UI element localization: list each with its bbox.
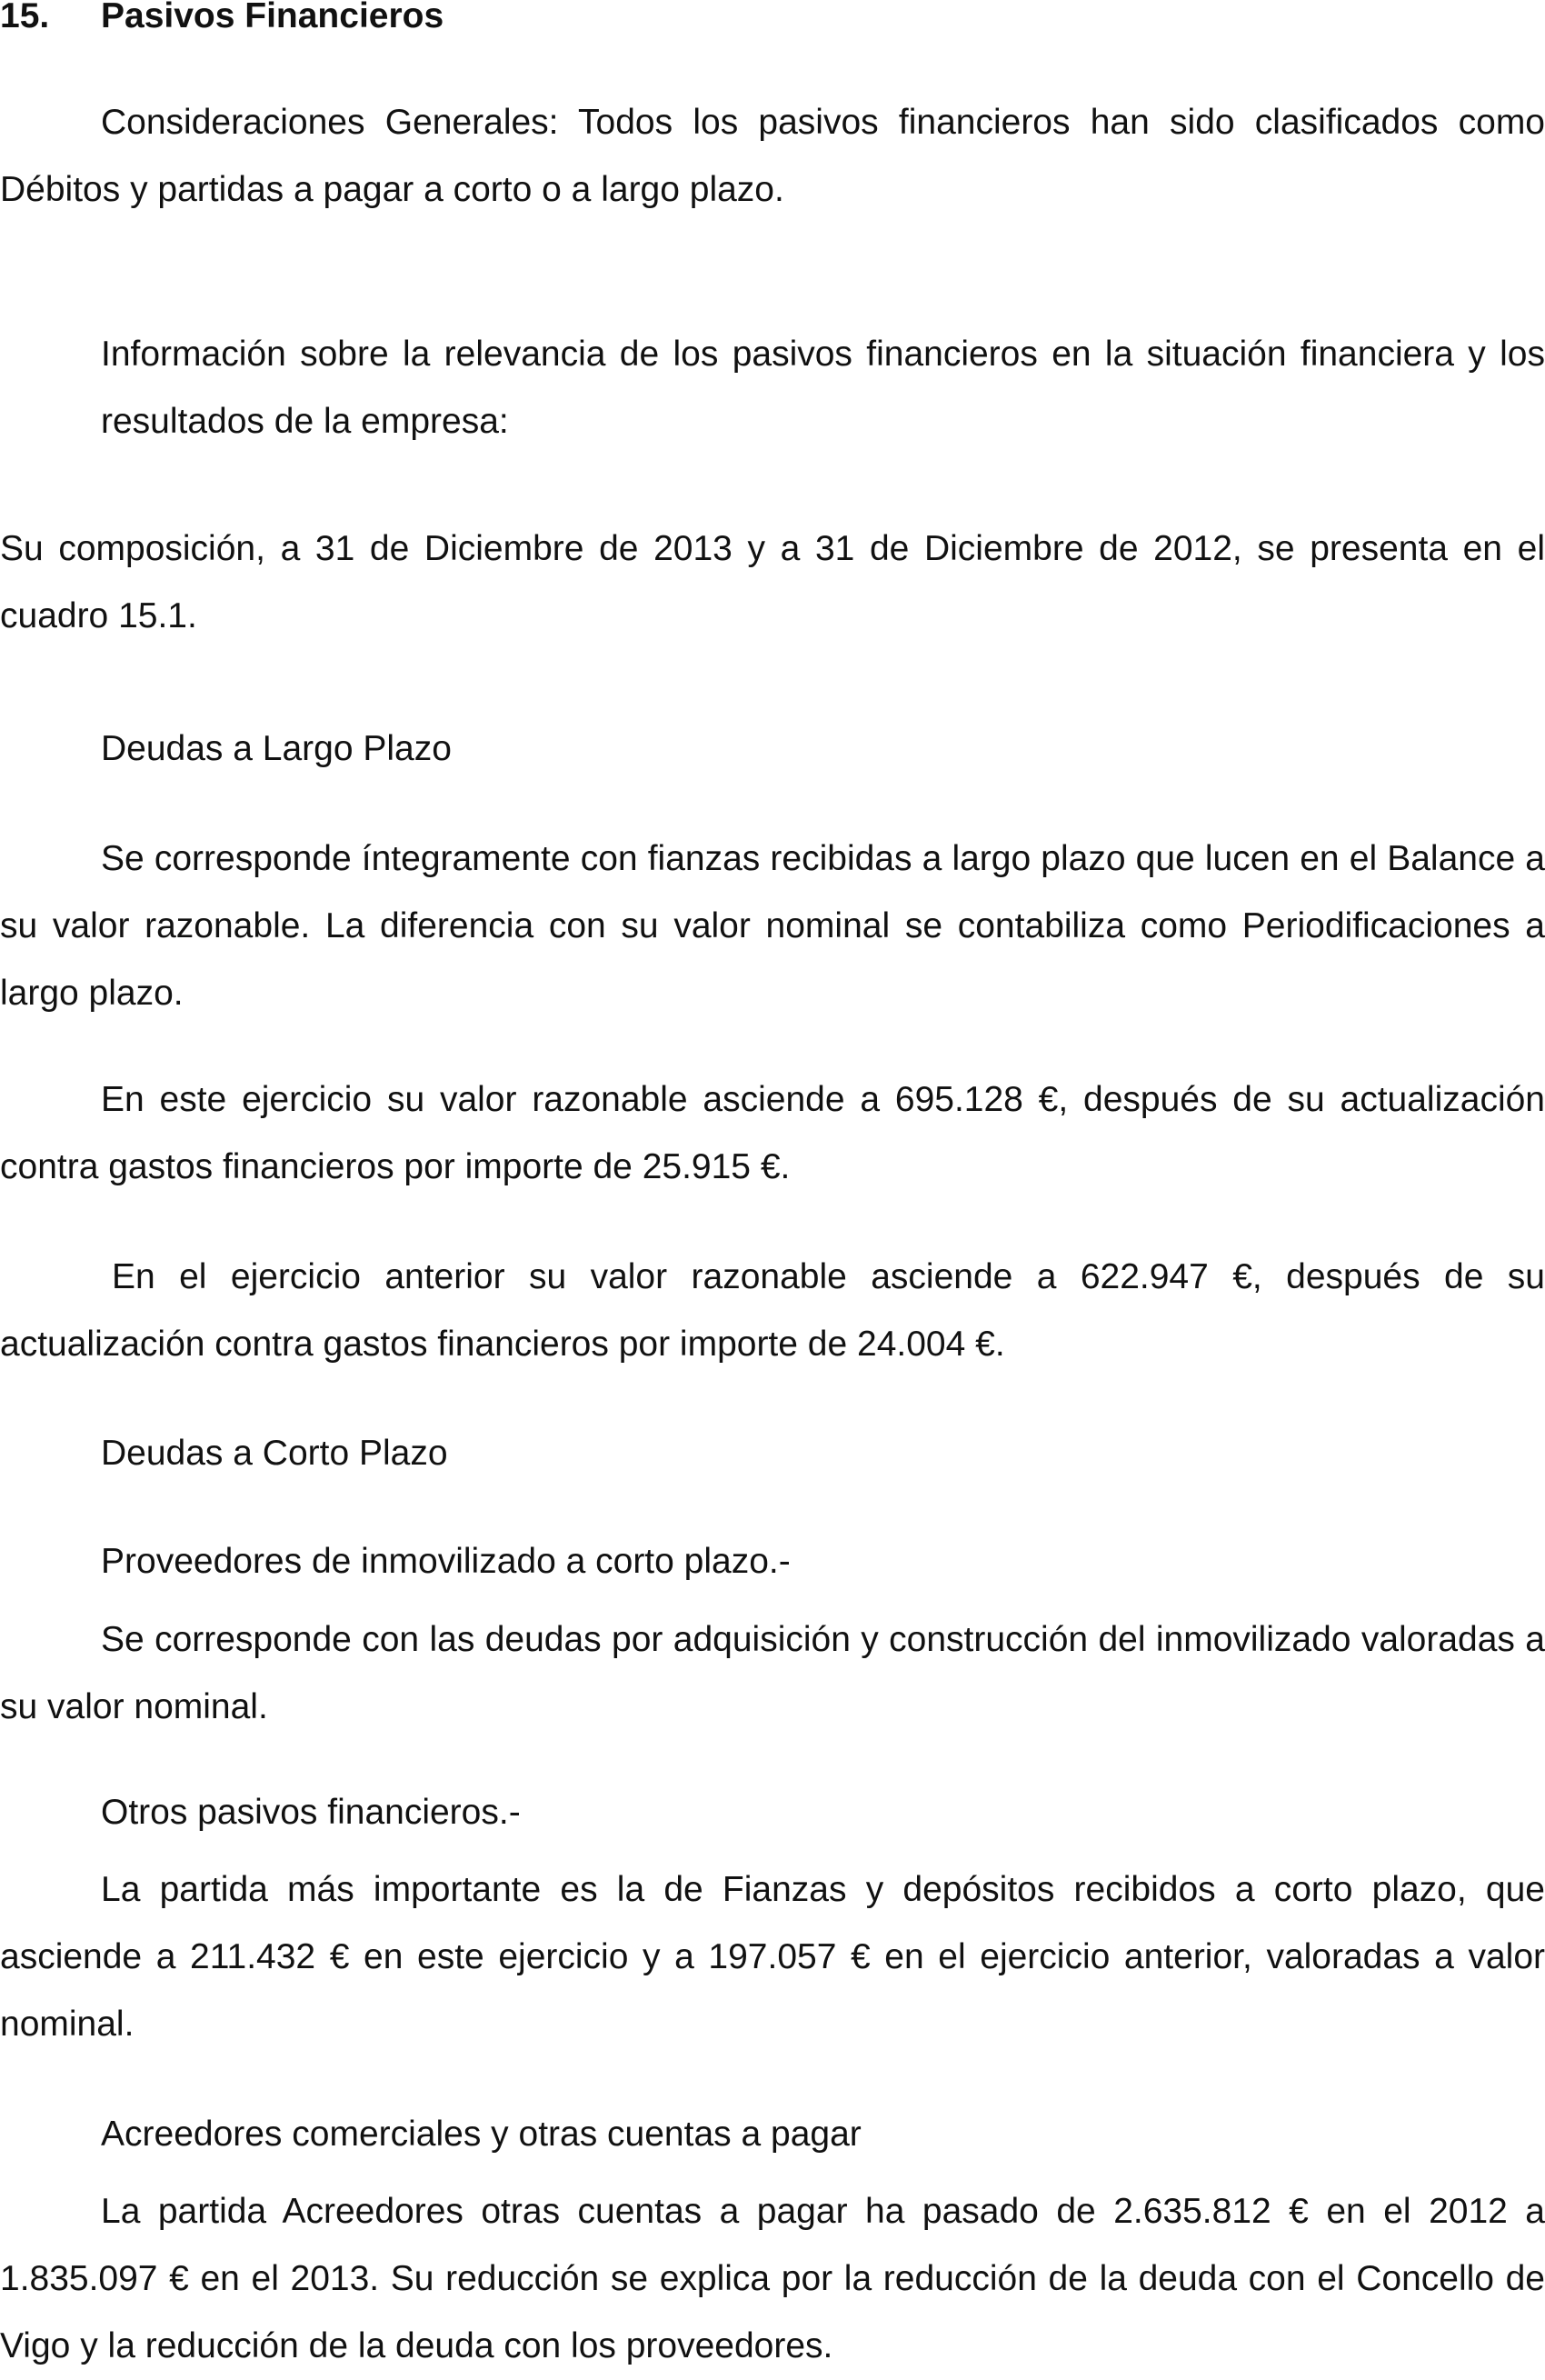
paragraph-consideraciones: Consideraciones Generales: Todos los pasivos financieros han sido clasificados como Débitos y partidas a pagar a corto o a largo plazo. (0, 103, 1545, 209)
paragraph-acreedores: La partida Acreedores otras cuentas a pagar ha pasado de 2.635.812 € en el 2012 a 1.835.097 € en el 2013. Su reducción se explica por la reducción de la deuda con el Concello de Vigo y la reducción de la deuda con los proveedores. (0, 2192, 1545, 2365)
paragraph-informacion: Información sobre la relevancia de los pasivos financieros en la situación financiera y los resultados de la empresa: (101, 335, 1545, 441)
paragraph-proveedores: Se corresponde con las deudas por adquisición y construcción del inmovilizado valoradas a su valor nominal. (0, 1620, 1545, 1726)
paragraph-composicion: Su composición, a 31 de Diciembre de 2013 y a 31 de Diciembre de 2012, se presenta en el cuadro 15.1. (0, 529, 1545, 635)
heading-deudas-corto-plazo: Deudas a Corto Plazo (101, 1434, 448, 1473)
paragraph-ejercicio-actual: En este ejercicio su valor razonable asciende a 695.128 €, después de su actualización contra gastos financieros por importe de 25.915 €. (0, 1080, 1545, 1186)
section-number: 15. (0, 0, 50, 35)
heading-deudas-largo-plazo: Deudas a Largo Plazo (101, 729, 452, 768)
heading-otros-pasivos: Otros pasivos financieros.- (101, 1793, 521, 1832)
heading-proveedores: Proveedores de inmovilizado a corto plazo.- (101, 1542, 791, 1581)
section-title: Pasivos Financieros (101, 0, 444, 35)
section-heading (0, 0, 444, 50)
paragraph-otros-pasivos: La partida más importante es la de Fianzas y depósitos recibidos a corto plazo, que asciende a 211.432 € en este ejercicio y a 197.057 € en el ejercicio anterior, valoradas a valor nominal. (0, 1870, 1545, 2044)
paragraph-ejercicio-anterior: En el ejercicio anterior su valor razonable asciende a 622.947 €, después de su actualización contra gastos financieros por importe de 24.004 €. (0, 1257, 1545, 1364)
heading-acreedores: Acreedores comerciales y otras cuentas a pagar (101, 2115, 862, 2154)
paragraph-deudas-largo-plazo: Se corresponde íntegramente con fianzas recibidas a largo plazo que lucen en el Balance a su valor razonable. La diferencia con su valor nominal se contabiliza como Periodificaciones a largo plazo. (0, 839, 1545, 1013)
